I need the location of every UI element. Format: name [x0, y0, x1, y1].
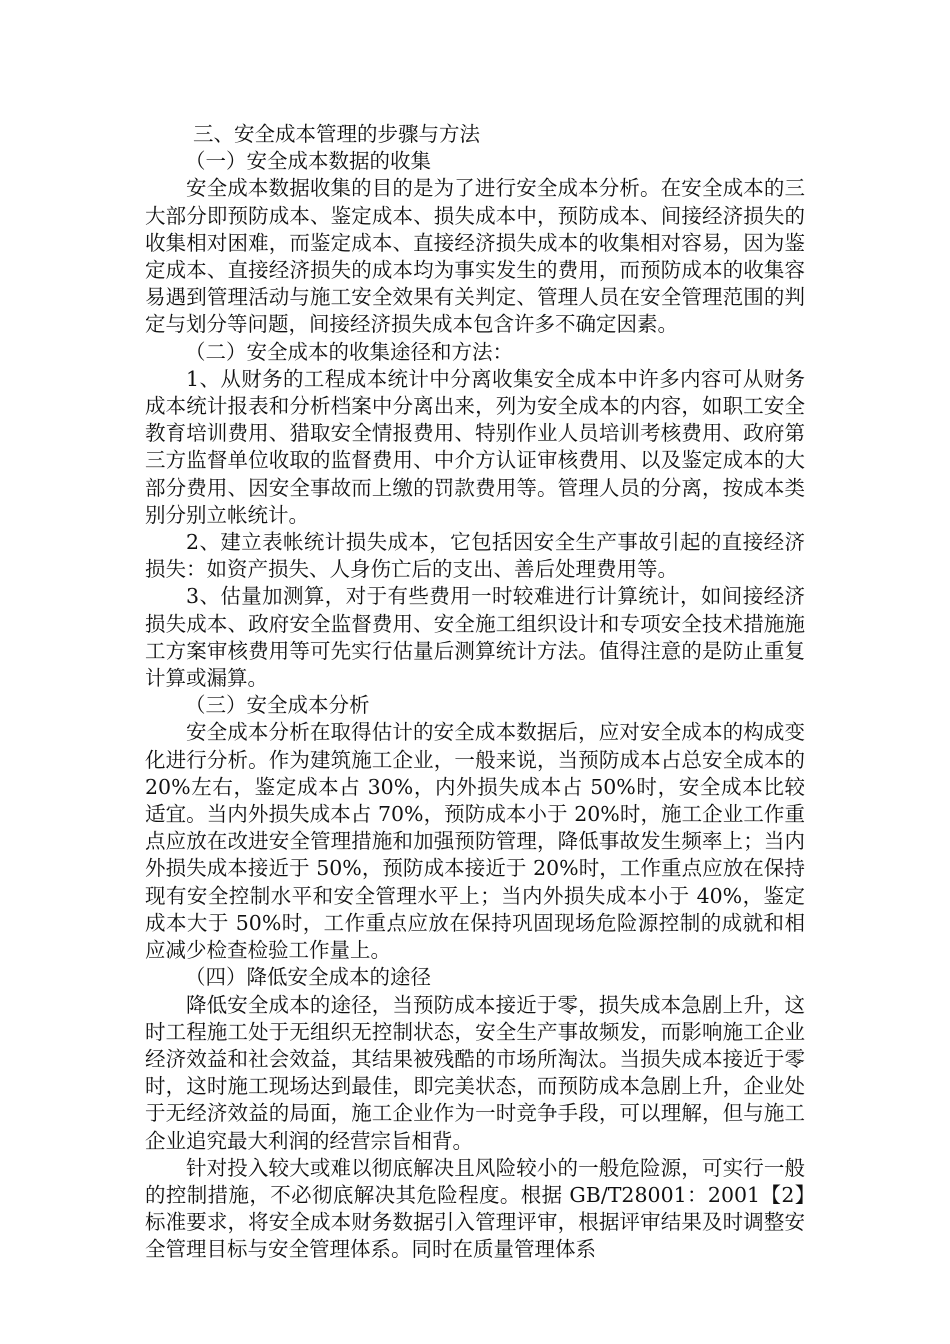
- paragraph: 1、从财务的工程成本统计中分离收集安全成本中许多内容可从财务成本统计报表和分析档案中分离出来，列为安全成本的内容，如职工安全教育培训费用、猎取安全情报费用、特别作业人员培训考核费用、政府第三方监督单位收取的监督费用、中介方认证审核费用、以及鉴定成本的大部分费用、因安全事故而上缴的罚款费用等。管理人员的分离，按成本类别分别立帐统计。: [145, 366, 805, 527]
- paragraph: 3、估量加测算，对于有些费用一时较难进行计算统计，如间接经济损失成本、政府安全监督费用、安全施工组织设计和专项安全技术措施施工方案审核费用等可先实行估量后测算统计方法。值得注意的是防止重复计算或漏算。: [145, 584, 805, 691]
- subsection-title-1: （一）安全成本数据的收集: [185, 149, 431, 174]
- document-body: [145, 121, 805, 1264]
- paragraph: 安全成本数据收集的目的是为了进行安全成本分析。在安全成本的三大部分即预防成本、鉴定成本、损失成本中，预防成本、间接经济损失的收集相对困难，而鉴定成本、直接经济损失成本的收集相对容易，因为鉴定成本、直接经济损失的成本均为事实发生的费用，而预防成本的收集容易遇到管理活动与施工安全效果有关判定、管理人员在安全管理范围的判定与划分等问题，间接经济损失成本包含许多不确定因素。: [145, 176, 805, 337]
- paragraph: 降低安全成本的途径，当预防成本接近于零，损失成本急剧上升，这时工程施工处于无组织无控制状态，安全生产事故频发，而影响施工企业经济效益和社会效益，其结果被残酷的市场所淘汰。当损失成本接近于零时，这时施工现场达到最佳，即完美状态，而预防成本急剧上升，企业处于无经济效益的局面，施工企业作为一时竞争手段，可以理解，但与施工企业追究最大利润的经营宗旨相背。: [145, 992, 805, 1153]
- paragraph: 安全成本分析在取得估计的安全成本数据后，应对安全成本的构成变化进行分析。作为建筑施工企业，一般来说，当预防成本占总安全成本的 20%左右，鉴定成本占 30%，内外损失成本占 50%时，安全成本比较适宜。当内外损失成本占 70%，预防成本小于 20%时，施工企业工作重点应放在改进安全管理措施和加强预防管理，降低事故发生频率上；当内外损失成本接近于 50%，预防成本接近于 20%时，工作重点应放在保持现有安全控制水平和安全管理水平上；当内外损失成本小于 40%，鉴定成本大于 50%时，工作重点应放在保持巩固现场危险源控制的成就和相应减少检查检验工作量上。: [145, 720, 805, 963]
- paragraph: 针对投入较大或难以彻底解决且风险较小的一般危险源，可实行一般的控制措施，不必彻底解决其危险程度。根据 GB/T28001：2001【2】标准要求，将安全成本财务数据引入管理评审，根据评审结果及时调整安全管理目标与安全管理体系。同时在质量管理体系: [145, 1155, 805, 1262]
- subsection-title-4: （四）降低安全成本的途径: [185, 965, 431, 990]
- subsection-title-2: （二）安全成本的收集途径和方法：: [185, 339, 513, 364]
- subsection-title-3: （三）安全成本分析: [185, 693, 370, 718]
- section-title: 三、安全成本管理的步骤与方法: [193, 122, 480, 146]
- paragraph: 2、建立表帐统计损失成本，它包括因安全生产事故引起的直接经济损失：如资产损失、人身伤亡后的支出、善后处理费用等。: [145, 530, 805, 582]
